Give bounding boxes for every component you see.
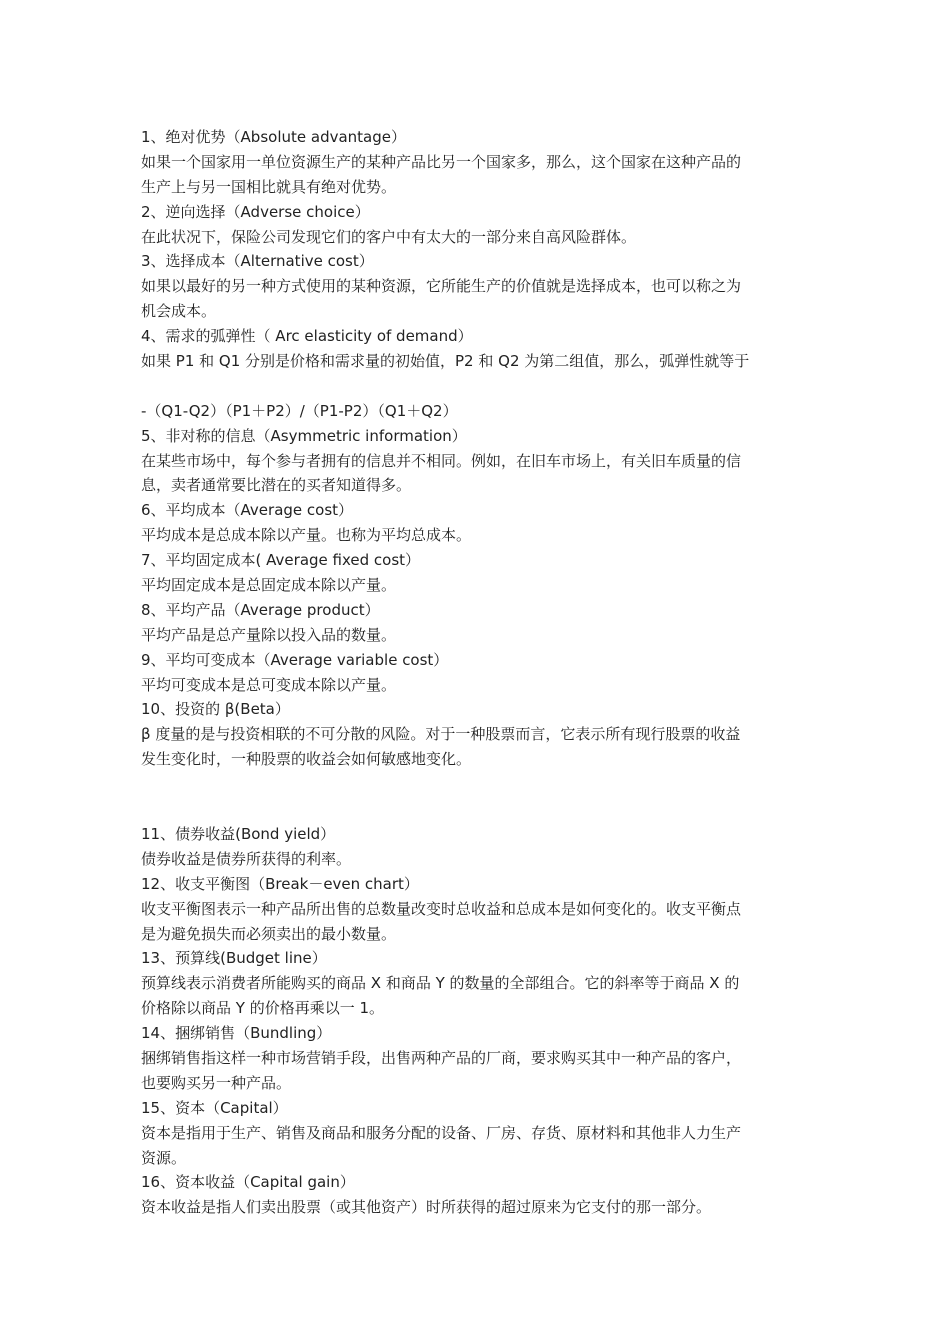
entry-text-line: 收支平衡图表示一种产品所出售的总数量改变时总收益和总成本是如何变化的。收支平衡点 [141,899,742,918]
entry-text-line: 如果以最好的另一种方式使用的某种资源，它所能生产的价值就是选择成本，也可以称之为 [141,277,742,296]
glossary-entry [141,249,813,324]
entry-text-line: 发生变化时，一种股票的收益会如何敏感地变化。 [141,750,472,769]
entry-text-line: 如果 P1 和 Q1 分别是价格和需求量的初始值，P2 和 Q2 为第二组值，那么，弧弹性就等于 [141,352,750,371]
entry-heading: 7、平均固定成本( Average fixed cost） [141,551,421,570]
glossary-entry [141,1170,813,1220]
entry-heading: 1、绝对优势（Absolute advantage） [141,128,406,146]
entry-text-line: 也要购买另一种产品。 [141,1073,292,1092]
glossary-entry [141,697,813,821]
entry-text-line: 在某些市场中，每个参与者拥有的信息并不相同。例如，在旧车市场上，有关旧车质量的信 [141,451,742,470]
entry-heading: 5、非对称的信息（Asymmetric information） [141,426,467,445]
entry-text-line: 生产上与另一国相比就具有绝对优势。 [141,177,397,196]
entry-heading: 15、资本（Capital） [141,1098,288,1117]
entry-heading: 13、预算线(Budget line） [141,949,327,968]
entry-text-line: 在此状况下，保险公司发现它们的客户中有太大的一部分来自高风险群体。 [141,227,637,246]
glossary-entry [141,1021,813,1096]
blank-line [141,374,813,399]
entry-text-line: 价格除以商品 Y 的价格再乘以一 1。 [141,999,385,1018]
glossary-entry [141,200,813,250]
glossary-entry [141,598,813,648]
entry-text-line: 平均产品是总产量除以投入品的数量。 [141,625,397,644]
entry-text-line: -（Q1-Q2）（P1＋P2）/（P1-P2）（Q1＋Q2） [141,401,458,420]
glossary-entry [141,498,813,548]
entry-heading: 8、平均产品（Average product） [141,600,380,619]
entry-heading: 9、平均可变成本（Average variable cost） [141,650,449,669]
entry-text-line: 资本收益是指人们卖出股票（或其他资产）时所获得的超过原来为它支付的那一部分。 [141,1198,712,1217]
entry-heading: 3、选择成本（Alternative cost） [141,252,374,271]
entry-text-line: 平均成本是总成本除以产量。也称为平均总成本。 [141,526,472,545]
entry-text-line: 平均固定成本是总固定成本除以产量。 [141,576,397,595]
entry-heading: 14、捆绑销售（Bundling） [141,1024,332,1043]
glossary-entry [141,125,813,200]
entry-text-line: 捆绑销售指这样一种市场营销手段，出售两种产品的厂商，要求购买其中一种产品的客户， [141,1048,742,1067]
glossary-entry [141,324,813,424]
entry-heading: 12、收支平衡图（Break－even chart） [141,874,419,893]
entry-heading: 6、平均成本（Average cost） [141,501,354,520]
entry-text-line: 机会成本。 [141,302,217,321]
glossary-entry [141,822,813,872]
entry-text-line: 资本是指用于生产、销售及商品和服务分配的设备、厂房、存货、原材料和其他非人力生产 [141,1123,742,1142]
glossary-entry [141,1096,813,1171]
glossary-entry [141,872,813,947]
glossary-entry [141,424,813,499]
entry-heading: 16、资本收益（Capital gain） [141,1173,355,1192]
glossary-entry [141,548,813,598]
document-page [141,125,813,1220]
entry-text-line: 债券收益是债券所获得的利率。 [141,849,352,868]
entry-text-line: β 度量的是与投资相联的不可分散的风险。对于一种股票而言，它表示所有现行股票的收益 [141,725,741,744]
entry-text-line: 资源。 [141,1148,187,1167]
entry-heading: 2、逆向选择（Adverse choice） [141,202,370,221]
entry-heading: 11、债券收益(Bond yield） [141,824,336,843]
entry-text-line: 是为避免损失而必须卖出的最小数量。 [141,924,397,943]
entry-heading: 4、需求的弧弹性（ Arc elasticity of demand） [141,327,473,346]
entry-text-line: 平均可变成本是总可变成本除以产量。 [141,675,397,694]
entry-text-line: 息，卖者通常要比潜在的买者知道得多。 [141,476,412,495]
entry-text-line: 如果一个国家用一单位资源生产的某种产品比另一个国家多，那么，这个国家在这种产品的 [141,152,742,171]
blank-line [141,797,813,822]
entry-text-line: 预算线表示消费者所能购买的商品 X 和商品 Y 的数量的全部组合。它的斜率等于商品 X 的 [141,974,740,993]
blank-line [141,772,813,797]
glossary-entry [141,946,813,1021]
entry-heading: 10、投资的 β(Beta） [141,700,290,719]
glossary-entry [141,648,813,698]
